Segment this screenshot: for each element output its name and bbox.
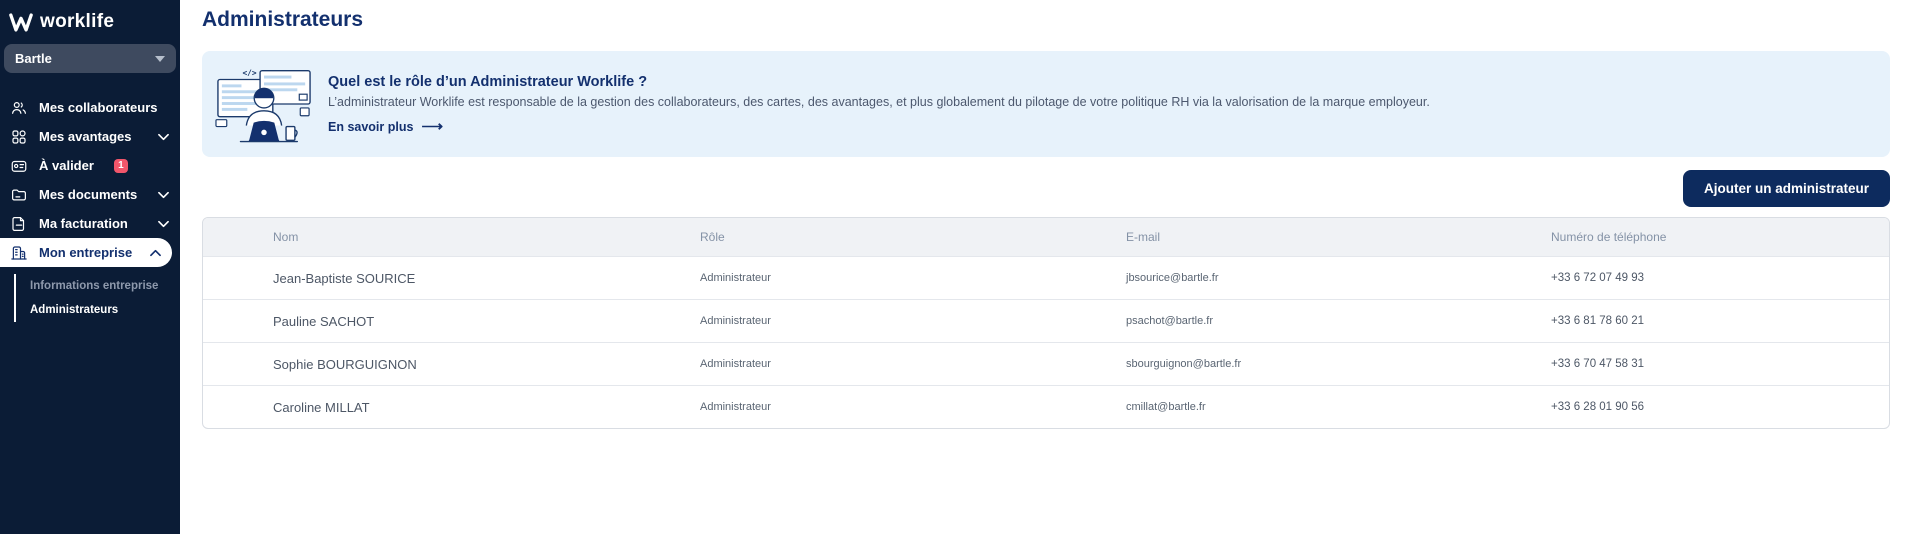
admin-email: jbsourice@bartle.fr [1126, 272, 1219, 284]
learn-more-link[interactable] [328, 119, 443, 134]
admin-phone: +33 6 81 78 60 21 [1551, 315, 1645, 327]
admin-role: Administrateur [700, 315, 771, 327]
column-header-nom: Nom [273, 230, 299, 244]
banner-body: L’administrateur Worklife est responsable de la gestion des collaborateurs, des cartes, des avantages, et plus globalement du pilotage de votre politique RH via la valorisation de la marque employeur. [328, 95, 1430, 109]
sidebar-item-label: À valider [39, 158, 94, 173]
info-banner [202, 51, 1890, 157]
sidebar-item-label: Mes documents [39, 187, 138, 202]
worklife-logo-icon [9, 13, 33, 32]
chevron-down-icon [158, 191, 169, 199]
sidebar-subitem-administrateurs[interactable] [16, 298, 180, 322]
worklife-logo [0, 0, 180, 33]
table-row [203, 256, 1889, 299]
banner-text-block [328, 74, 1430, 134]
banner-title: Quel est le rôle d’un Administrateur Worklife ? [328, 74, 648, 90]
add-administrator-button[interactable]: Ajouter un administrateur [1683, 170, 1890, 207]
sidebar-item-label: Mes collaborateurs [39, 100, 158, 115]
company-selector[interactable] [4, 44, 176, 73]
admin-email: psachot@bartle.fr [1126, 315, 1213, 327]
admin-email: cmillat@bartle.fr [1126, 401, 1206, 413]
sidebar-item-mes-avantages[interactable] [0, 122, 180, 151]
pending-count-badge: 1 [114, 159, 128, 173]
sidebar-item-label: Ma facturation [39, 216, 128, 231]
admin-phone: +33 6 72 07 49 93 [1551, 272, 1645, 284]
sidebar-subitem-informations-entreprise[interactable] [16, 274, 180, 298]
admin-role: Administrateur [700, 272, 771, 284]
learn-more-label: En savoir plus [328, 119, 414, 134]
chevron-down-icon [158, 220, 169, 228]
admin-email: sbourguignon@bartle.fr [1126, 358, 1242, 370]
svg-text:</>: </> [242, 68, 257, 78]
page-title: Administrateurs [202, 8, 364, 31]
sidebar-nav [0, 93, 180, 322]
building-icon [10, 244, 28, 262]
people-icon [10, 99, 28, 117]
sidebar-item-a-valider[interactable] [0, 151, 180, 180]
table-header-row [203, 218, 1889, 256]
admin-role: Administrateur [700, 358, 771, 370]
actions-row [202, 170, 1890, 207]
sidebar-subitem-label: Administrateurs [30, 304, 119, 316]
sidebar-item-label: Mon entreprise [39, 245, 133, 260]
column-header-email: E-mail [1126, 230, 1161, 244]
table-row [203, 385, 1889, 428]
sidebar-item-mon-entreprise[interactable] [0, 238, 172, 267]
dropdown-triangle-icon [155, 56, 165, 62]
worklife-logo-text: worklife [40, 11, 115, 32]
admin-phone: +33 6 70 47 58 31 [1551, 358, 1645, 370]
admin-name: Pauline SACHOT [273, 313, 375, 329]
sidebar-item-label: Mes avantages [39, 129, 132, 144]
column-header-phone: Numéro de téléphone [1551, 230, 1667, 244]
main-content [180, 0, 1905, 534]
grid-icon [10, 128, 28, 146]
column-header-role: Rôle [700, 230, 725, 244]
sidebar [0, 0, 180, 534]
admin-phone: +33 6 28 01 90 56 [1551, 401, 1645, 413]
invoice-icon [10, 215, 28, 233]
chevron-down-icon [158, 133, 169, 141]
validate-card-icon [10, 157, 28, 175]
sidebar-item-mes-documents[interactable] [0, 180, 180, 209]
sidebar-subitem-label: Informations entreprise [30, 280, 159, 292]
sidebar-subnav-mon-entreprise [14, 274, 180, 322]
admin-illustration [215, 63, 313, 145]
company-selector-value: Bartle [15, 51, 52, 66]
table-row [203, 299, 1889, 342]
table-row [203, 342, 1889, 385]
folder-icon [10, 186, 28, 204]
admin-name: Sophie BOURGUIGNON [273, 356, 417, 372]
arrow-right-icon: ⟶ [421, 118, 443, 135]
admin-role: Administrateur [700, 401, 771, 413]
admin-name: Jean-Baptiste SOURICE [273, 270, 416, 286]
administrators-table [202, 217, 1890, 429]
admin-name: Caroline MILLAT [273, 399, 370, 415]
sidebar-item-ma-facturation[interactable] [0, 209, 180, 238]
sidebar-item-mes-collaborateurs[interactable] [0, 93, 180, 122]
chevron-up-icon [150, 249, 161, 257]
